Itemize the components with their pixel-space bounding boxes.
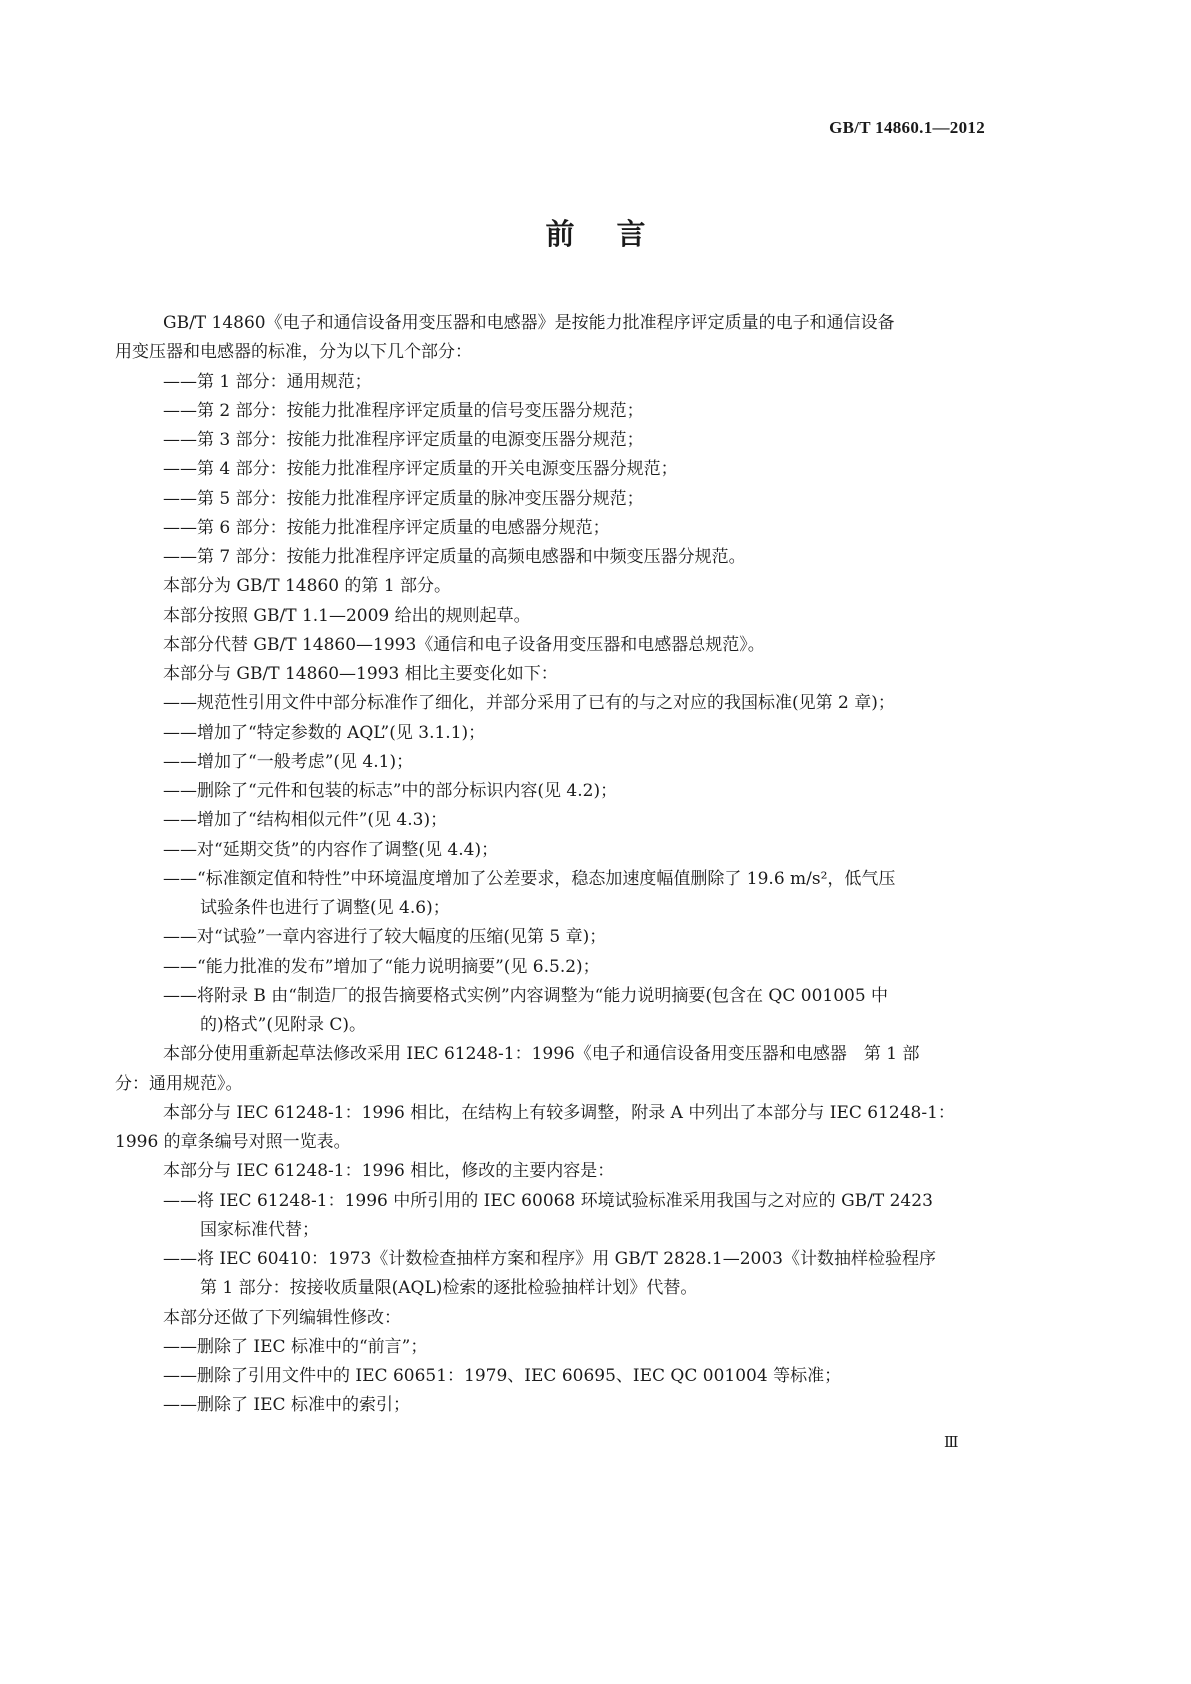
- list-item: ——删除了 IEC 标准中的索引；: [163, 1395, 410, 1416]
- paragraph-line: 本部分与 GB/T 14860—1993 相比主要变化如下：: [163, 664, 558, 684]
- standard-number-header: GB/T 14860.1—2012: [829, 118, 985, 137]
- list-item: ——增加了“一般考虑”(见 4.1)；: [163, 751, 414, 772]
- list-item: ——“标准额定值和特性”中环境温度增加了公差要求，稳态加速度幅值删除了 19.6 m/s²，低气压: [163, 868, 896, 889]
- document-body: [115, 309, 987, 1421]
- list-item: ——增加了“特定参数的 AQL”(见 3.1.1)；: [163, 722, 486, 743]
- paragraph-line: 本部分按照 GB/T 1.1—2009 给出的规则起草。: [163, 605, 531, 626]
- paragraph-line: 本部分使用重新起草法修改采用 IEC 61248-1：1996《电子和通信设备用变压器和电感器 第 1 部: [163, 1044, 920, 1065]
- list-item: ——对“延期交货”的内容作了调整(见 4.4)；: [163, 839, 499, 860]
- list-item: ——将 IEC 61248-1：1996 中所引用的 IEC 60068 环境试验标准采用我国与之对应的 GB/T 2423: [163, 1190, 933, 1211]
- list-item: ——第 7 部分：按能力批准程序评定质量的高频电感器和中频变压器分规范。: [163, 547, 746, 567]
- list-item: ——第 6 部分：按能力批准程序评定质量的电感器分规范；: [163, 517, 610, 538]
- list-item-continuation: 国家标准代替；: [200, 1219, 319, 1240]
- list-item-continuation: 的)格式”(见附录 C)。: [200, 1015, 366, 1035]
- list-item: ——将 IEC 60410：1973《计数检查抽样方案和程序》用 GB/T 2828.1—2003《计数抽样检验程序: [163, 1249, 936, 1269]
- page-title: 前言: [545, 217, 688, 251]
- paragraph-line: 本部分与 IEC 61248-1：1996 相比，在结构上有较多调整，附录 A 中列出了本部分与 IEC 61248-1：: [163, 1102, 955, 1123]
- list-item: ——规范性引用文件中部分标准作了细化，并部分采用了已有的与之对应的我国标准(见第 2 章)；: [163, 693, 895, 714]
- list-item-continuation: 试验条件也进行了调整(见 4.6)；: [200, 898, 450, 918]
- list-item: ——增加了“结构相似元件”(见 4.3)；: [163, 810, 448, 831]
- list-item: ——第 4 部分：按能力批准程序评定质量的开关电源变压器分规范；: [163, 459, 678, 480]
- list-item: ——第 5 部分：按能力批准程序评定质量的脉冲变压器分规范；: [163, 488, 644, 509]
- page-number: Ⅲ: [944, 1433, 959, 1451]
- list-item: ——将附录 B 由“制造厂的报告摘要格式实例”内容调整为“能力说明摘要(包含在 QC 001005 中: [163, 985, 889, 1006]
- paragraph-continuation: 1996 的章条编号对照一览表。: [115, 1132, 351, 1152]
- list-item: ——第 3 部分：按能力批准程序评定质量的电源变压器分规范；: [163, 430, 644, 450]
- paragraph-continuation: 用变压器和电感器的标准，分为以下几个部分：: [115, 342, 472, 363]
- paragraph-line: 本部分还做了下列编辑性修改：: [163, 1307, 401, 1328]
- list-item: ——第 2 部分：按能力批准程序评定质量的信号变压器分规范；: [163, 400, 644, 421]
- paragraph-line: 本部分为 GB/T 14860 的第 1 部分。: [163, 576, 452, 597]
- paragraph-line: 本部分与 IEC 61248-1：1996 相比，修改的主要内容是：: [163, 1161, 615, 1182]
- list-item: ——第 1 部分：通用规范；: [163, 371, 372, 392]
- list-item: ——删除了引用文件中的 IEC 60651：1979、IEC 60695、IEC QC 001004 等标准；: [163, 1366, 842, 1386]
- list-item: ——对“试验”一章内容进行了较大幅度的压缩(见第 5 章)；: [163, 927, 607, 948]
- paragraph-line: GB/T 14860《电子和通信设备用变压器和电感器》是按能力批准程序评定质量的电子和通信设备: [163, 313, 895, 333]
- list-item: ——“能力批准的发布”增加了“能力说明摘要”(见 6.5.2)；: [163, 956, 600, 977]
- paragraph-continuation: 分：通用规范》。: [115, 1073, 243, 1094]
- list-item-continuation: 第 1 部分：按接收质量限(AQL)检索的逐批检验抽样计划》代替。: [200, 1278, 698, 1299]
- list-item: ——删除了“元件和包装的标志”中的部分标识内容(见 4.2)；: [163, 781, 618, 801]
- paragraph-line: 本部分代替 GB/T 14860—1993《通信和电子设备用变压器和电感器总规范》。: [163, 634, 765, 655]
- list-item: ——删除了 IEC 标准中的“前言”；: [163, 1336, 428, 1357]
